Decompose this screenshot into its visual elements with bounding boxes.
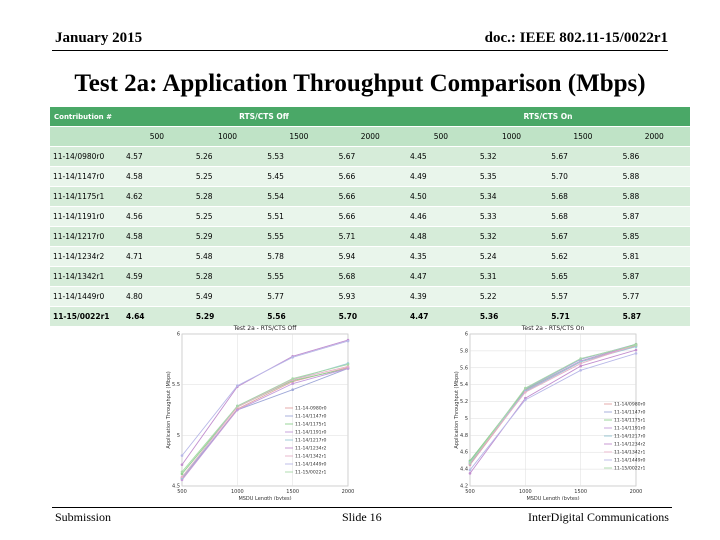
footer-slide-number: Slide 16 xyxy=(342,510,382,524)
table-subheader: 1000 xyxy=(476,127,547,147)
throughput-cell: 5.66 xyxy=(335,167,406,187)
legend-label: 11-14/1449r0 xyxy=(295,462,327,468)
throughput-cell: 4.48 xyxy=(406,227,476,247)
throughput-cell: 5.35 xyxy=(476,167,547,187)
data-point xyxy=(579,362,582,365)
throughput-table xyxy=(50,107,690,327)
slide-title: Test 2a: Application Throughput Comparison (Mbps) xyxy=(74,70,646,97)
data-point xyxy=(469,462,472,465)
y-tick-label: 5.6 xyxy=(460,365,468,372)
data-point xyxy=(347,363,350,366)
contribution-id-cell: 11-14/1234r2 xyxy=(50,247,122,267)
y-tick-label: 4.4 xyxy=(460,466,468,473)
y-axis-label: Application Throughput (Mbps) xyxy=(454,371,460,449)
throughput-cell: 4.58 xyxy=(122,167,192,187)
legend-label: 11-14/1234r2 xyxy=(295,446,327,452)
throughput-cell: 5.77 xyxy=(619,287,690,307)
throughput-cell: 4.46 xyxy=(406,207,476,227)
data-point xyxy=(524,391,527,394)
table-subheader: 500 xyxy=(406,127,476,147)
y-tick-label: 4.6 xyxy=(460,449,468,456)
y-axis-label: Application Throughput (Mbps) xyxy=(166,371,172,449)
x-tick-label: 1500 xyxy=(286,489,300,495)
data-point xyxy=(524,399,527,402)
y-tick-label: 5.5 xyxy=(172,382,180,389)
throughput-cell: 5.71 xyxy=(335,227,406,247)
x-tick-label: 500 xyxy=(465,489,475,495)
throughput-cell: 5.86 xyxy=(619,147,690,167)
throughput-cell: 5.68 xyxy=(547,187,618,207)
contribution-id-cell: 11-14/1217r0 xyxy=(50,227,122,247)
throughput-cell: 4.71 xyxy=(122,247,192,267)
throughput-cell: 4.64 xyxy=(122,307,192,327)
throughput-cell: 5.51 xyxy=(263,207,334,227)
legend-label: 11-14/1234r2 xyxy=(614,442,646,448)
table-row xyxy=(50,207,690,227)
data-point xyxy=(291,388,294,391)
data-point xyxy=(181,476,184,479)
y-tick-label: 5.4 xyxy=(460,382,468,389)
table-row xyxy=(50,187,690,207)
throughput-cell: 5.87 xyxy=(619,307,690,327)
data-point xyxy=(635,344,638,347)
table-subheader-row xyxy=(50,127,690,147)
contribution-id-cell: 11-14/1449r0 xyxy=(50,287,122,307)
legend-label: 11-14/1217r0 xyxy=(295,438,327,444)
x-tick-label: 500 xyxy=(177,489,187,495)
throughput-cell: 5.77 xyxy=(263,287,334,307)
footer-divider xyxy=(52,507,672,508)
x-tick-label: 2000 xyxy=(341,489,355,495)
throughput-cell: 5.34 xyxy=(476,187,547,207)
throughput-cell: 5.71 xyxy=(547,307,618,327)
throughput-cell: 4.80 xyxy=(122,287,192,307)
data-point xyxy=(524,387,527,390)
table-subheader: 2000 xyxy=(619,127,690,147)
throughput-cell: 5.70 xyxy=(547,167,618,187)
y-tick-label: 6 xyxy=(464,331,468,338)
throughput-cell: 5.81 xyxy=(619,247,690,267)
throughput-cell: 5.31 xyxy=(476,267,547,287)
legend-label: 11-14/1147r0 xyxy=(295,414,327,420)
throughput-cell: 4.50 xyxy=(406,187,476,207)
legend-label: 11-14/1147r0 xyxy=(614,410,646,416)
y-tick-label: 6 xyxy=(176,331,180,338)
legend-label: 11-14/1342r1 xyxy=(295,454,327,460)
table-row xyxy=(50,267,690,287)
throughput-cell: 5.54 xyxy=(263,187,334,207)
throughput-cell: 5.48 xyxy=(192,247,263,267)
y-tick-label: 4.5 xyxy=(172,483,180,490)
throughput-cell: 5.57 xyxy=(547,287,618,307)
data-point xyxy=(469,469,472,472)
throughput-cell: 5.24 xyxy=(476,247,547,267)
y-tick-label: 4.2 xyxy=(460,483,468,490)
throughput-cell: 5.68 xyxy=(547,207,618,227)
x-axis-label: MSDU Length (bytes) xyxy=(238,496,292,500)
data-point xyxy=(181,454,184,457)
throughput-cell: 5.67 xyxy=(547,147,618,167)
table-row xyxy=(50,167,690,187)
legend-label: 11-15/0022r1 xyxy=(295,470,327,476)
table-subheader: 500 xyxy=(122,127,192,147)
throughput-cell: 5.45 xyxy=(263,167,334,187)
table-row xyxy=(50,147,690,167)
throughput-cell: 5.36 xyxy=(476,307,547,327)
data-point xyxy=(181,463,184,466)
legend-label: 11-14/1175r1 xyxy=(614,418,646,424)
throughput-cell: 4.47 xyxy=(406,307,476,327)
throughput-cell: 5.49 xyxy=(192,287,263,307)
throughput-cell: 4.47 xyxy=(406,267,476,287)
legend-label: 11-14/0980r0 xyxy=(614,402,646,408)
throughput-cell: 5.66 xyxy=(335,207,406,227)
data-point xyxy=(635,349,638,352)
x-axis-label: MSDU Length (bytes) xyxy=(526,496,580,500)
throughput-cell: 5.33 xyxy=(476,207,547,227)
throughput-cell: 5.94 xyxy=(335,247,406,267)
data-point xyxy=(347,340,350,343)
data-point xyxy=(469,472,472,475)
header-doc-id: doc.: IEEE 802.11-15/0022r1 xyxy=(484,30,668,46)
table-corner-header: Contribution # xyxy=(50,107,122,127)
throughput-cell: 5.55 xyxy=(263,227,334,247)
y-tick-label: 5 xyxy=(464,415,468,422)
table-subheader: 1500 xyxy=(263,127,334,147)
throughput-cell: 5.88 xyxy=(619,187,690,207)
throughput-cell: 5.56 xyxy=(263,307,334,327)
throughput-cell: 5.87 xyxy=(619,267,690,287)
footer-submission: Submission xyxy=(55,510,112,524)
x-tick-label: 1000 xyxy=(518,489,532,495)
contribution-id-cell: 11-15/0022r1 xyxy=(50,307,122,327)
throughput-cell: 5.78 xyxy=(263,247,334,267)
contribution-id-cell: 11-14/1147r0 xyxy=(50,167,122,187)
throughput-cell: 4.56 xyxy=(122,207,192,227)
data-point xyxy=(236,409,239,412)
data-point xyxy=(181,471,184,474)
throughput-cell: 5.26 xyxy=(192,147,263,167)
chart-title: Test 2a - RTS/CTS Off xyxy=(233,325,297,332)
data-point xyxy=(291,377,294,380)
throughput-cell: 4.35 xyxy=(406,247,476,267)
data-point xyxy=(236,405,239,408)
throughput-cell: 5.22 xyxy=(476,287,547,307)
throughput-cell: 5.67 xyxy=(547,227,618,247)
throughput-charts xyxy=(0,320,720,500)
table-subheader-blank xyxy=(50,127,122,147)
table-subheader: 1000 xyxy=(192,127,263,147)
data-point xyxy=(291,382,294,385)
data-point xyxy=(579,369,582,372)
x-tick-label: 1500 xyxy=(574,489,588,495)
table-row xyxy=(50,247,690,267)
contribution-id-cell: 11-14/1191r0 xyxy=(50,207,122,227)
chart-title: Test 2a - RTS/CTS On xyxy=(521,325,585,332)
legend-label: 11-14-0980r0 xyxy=(295,406,327,412)
legend-label: 11-14/1449r0 xyxy=(614,458,646,464)
throughput-cell: 5.87 xyxy=(619,207,690,227)
throughput-cell: 5.93 xyxy=(335,287,406,307)
data-point xyxy=(579,365,582,368)
table-subheader: 2000 xyxy=(335,127,406,147)
y-tick-label: 5.8 xyxy=(460,348,468,355)
legend-label: 11-15/0022r1 xyxy=(614,466,646,472)
throughput-cell: 5.53 xyxy=(263,147,334,167)
throughput-cell: 5.25 xyxy=(192,167,263,187)
throughput-cell: 5.55 xyxy=(263,267,334,287)
header-divider xyxy=(52,50,668,51)
data-point xyxy=(635,352,638,355)
throughput-cell: 5.65 xyxy=(547,267,618,287)
contribution-id-cell: 11-14/0980r0 xyxy=(50,147,122,167)
throughput-cell: 5.62 xyxy=(547,247,618,267)
y-tick-label: 5.2 xyxy=(460,399,468,406)
legend-label: 11-14/1175r1 xyxy=(295,422,327,428)
throughput-cell: 4.39 xyxy=(406,287,476,307)
table-row xyxy=(50,227,690,247)
throughput-cell: 5.88 xyxy=(619,167,690,187)
data-point xyxy=(579,357,582,360)
data-point xyxy=(291,356,294,359)
group-header-rts-on: RTS/CTS On xyxy=(406,107,690,127)
throughput-cell: 5.68 xyxy=(335,267,406,287)
table-subheader: 1500 xyxy=(547,127,618,147)
throughput-cell: 5.66 xyxy=(335,187,406,207)
group-header-rts-off: RTS/CTS Off xyxy=(122,107,406,127)
throughput-cell: 4.62 xyxy=(122,187,192,207)
throughput-cell: 4.45 xyxy=(406,147,476,167)
throughput-cell: 4.59 xyxy=(122,267,192,287)
legend-label: 11-14/1217r0 xyxy=(614,434,646,440)
legend-label: 11-14/1342r1 xyxy=(614,450,646,456)
throughput-cell: 5.70 xyxy=(335,307,406,327)
throughput-cell: 5.29 xyxy=(192,307,263,327)
throughput-cell: 4.57 xyxy=(122,147,192,167)
x-tick-label: 1000 xyxy=(230,489,244,495)
throughput-cell: 4.49 xyxy=(406,167,476,187)
throughput-cell: 5.25 xyxy=(192,207,263,227)
throughput-cell: 5.28 xyxy=(192,267,263,287)
contribution-id-cell: 11-14/1175r1 xyxy=(50,187,122,207)
y-tick-label: 5 xyxy=(176,432,180,439)
data-point xyxy=(236,384,239,387)
throughput-cell: 5.32 xyxy=(476,227,547,247)
legend-label: 11-14/1191r0 xyxy=(614,426,646,432)
contribution-id-cell: 11-14/1342r1 xyxy=(50,267,122,287)
throughput-cell: 5.85 xyxy=(619,227,690,247)
footer-company: InterDigital Communications xyxy=(528,510,669,524)
throughput-cell: 5.32 xyxy=(476,147,547,167)
legend-label: 11-14/1191r0 xyxy=(295,430,327,436)
throughput-cell: 5.67 xyxy=(335,147,406,167)
throughput-cell: 5.29 xyxy=(192,227,263,247)
header-date: January 2015 xyxy=(55,30,143,46)
x-tick-label: 2000 xyxy=(629,489,643,495)
table-row xyxy=(50,287,690,307)
table-header-row xyxy=(50,107,690,127)
throughput-cell: 5.28 xyxy=(192,187,263,207)
y-tick-label: 4.8 xyxy=(460,432,468,439)
throughput-cell: 4.58 xyxy=(122,227,192,247)
